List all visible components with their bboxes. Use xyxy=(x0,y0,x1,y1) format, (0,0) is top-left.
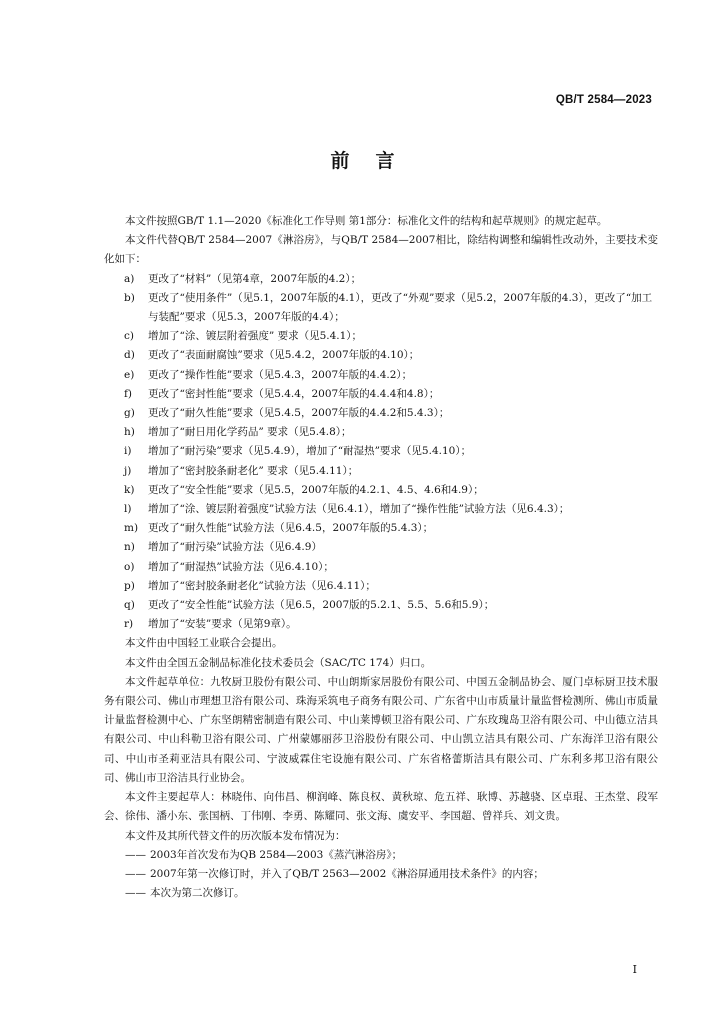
paragraph-replacement: 本文件代替QB/T 2584—2007《淋浴房》，与QB/T 2584—2007相比，除结构调整和编辑性改动外，主要技术变化如下： xyxy=(104,234,658,266)
list-item xyxy=(104,289,658,327)
list-item-text: 2007年第一次修订时，并入了QB/T 2563—2002《淋浴屏通用技术条件》的内容； xyxy=(150,867,544,880)
document-body xyxy=(104,212,658,903)
list-marker: h) xyxy=(124,426,135,439)
list-item xyxy=(104,538,658,557)
list-item xyxy=(104,404,658,423)
list-marker: l) xyxy=(124,503,132,516)
list-item-text: 增加了“安装”要求（见第9章）。 xyxy=(148,618,297,631)
list-item-text: 增加了“涂、镀层附着强度”试验方法（见6.4.1），增加了“操作性能”试验方法（见6.4.3）； xyxy=(148,503,570,516)
list-item-text: 2003年首次发布为QB 2584—2003《蒸汽淋浴房》； xyxy=(150,848,403,861)
paragraph-committee: 本文件由全国五金制品标准化技术委员会（SAC/TC 174）归口。 xyxy=(125,656,432,669)
list-item-text: 更改了“耐久性能”试验方法（见6.4.5，2007年版的5.4.3）； xyxy=(148,522,434,535)
paragraph-proposer: 本文件由中国轻工业联合会提出。 xyxy=(125,637,283,650)
list-marker: g) xyxy=(124,407,135,420)
list-item xyxy=(104,846,658,865)
list-marker: p) xyxy=(124,579,135,592)
list-item-text: 增加了“耐湿热”试验方法（见6.4.10）； xyxy=(148,560,334,573)
list-item-text: 更改了“耐久性能”要求（见5.4.5，2007年版的4.4.2和5.4.3）； xyxy=(148,407,450,420)
list-marker: a) xyxy=(124,272,135,285)
list-item-text: 更改了“安全性能”要求（见5.5，2007年版的4.2.1、4.5、4.6和4.9）； xyxy=(148,483,484,496)
list-item xyxy=(104,423,658,442)
list-item xyxy=(104,519,658,538)
list-item-text: 增加了“耐日用化学药品” 要求（见5.4.8）； xyxy=(148,426,352,439)
list-marker: m) xyxy=(124,522,139,535)
list-marker: o) xyxy=(124,560,135,573)
list-item-text: 增加了“密封胶条耐老化” 要求（见5.4.11）； xyxy=(148,464,359,477)
list-item-text: 更改了“表面耐腐蚀”要求（见5.4.2，2007年版的4.10）； xyxy=(148,349,420,362)
list-item-text: 增加了“耐污染”要求（见5.4.9），增加了“耐湿热”要求（见5.4.10）； xyxy=(148,445,472,458)
list-item xyxy=(104,615,658,634)
list-item-text: 更改了“操作性能”要求（见5.4.3，2007年版的4.4.2）； xyxy=(148,368,413,381)
history-list xyxy=(104,846,658,904)
list-item-text: 增加了“密封胶条耐老化”试验方法（见6.4.11）； xyxy=(148,579,376,592)
list-item-text: 增加了“涂、镀层附着强度” 要求（见5.4.1）； xyxy=(148,330,363,343)
list-item xyxy=(104,596,658,615)
list-item xyxy=(104,442,658,461)
list-item xyxy=(104,884,658,903)
list-marker: e) xyxy=(124,368,135,381)
list-item-text: 增加了“耐污染”试验方法（见6.4.9） xyxy=(148,541,322,554)
dash-marker: —— xyxy=(125,848,146,861)
list-item xyxy=(104,327,658,346)
list-item xyxy=(104,865,658,884)
paragraph-drafting-units: 本文件起草单位：九牧厨卫股份有限公司、中山朗斯家居股份有限公司、中国五金制品协会、厦门卓标厨卫技术服务有限公司、佛山市理想卫浴有限公司、珠海采筑电子商务有限公司、广东省中山市质量计量监督检测所、佛山市质量计量监督检测中心、广东坚朗精密制造有限公司、中山莱博顿卫浴有限公司、广东玫瑰岛卫浴有限公司、中山德立洁具有限公司、中山科勒卫浴有限公司、广州蒙娜丽莎卫浴股份有限公司、中山凯立洁具有限公司、广东海洋卫浴有限公司、中山市圣莉亚洁具有限公司、宁波威霖住宅设施有限公司、广东省格蕾斯洁具有限公司、广东利多邦卫浴有限公司、佛山市卫浴洁具行业协会。 xyxy=(104,675,658,784)
dash-marker: —— xyxy=(125,867,146,880)
standard-code: QB/T 2584—2023 xyxy=(555,94,652,106)
paragraph-drafting-rules: 本文件按照GB/T 1.1—2020《标准化工作导则 第1部分：标准化文件的结构和起草规则》的规定起草。 xyxy=(125,215,608,227)
list-marker: j) xyxy=(124,464,132,477)
page-number: I xyxy=(632,963,637,976)
list-marker: q) xyxy=(124,599,135,612)
list-marker: c) xyxy=(124,330,134,343)
list-item-text: 更改了“材料”（见第4章，2007年版的4.2）； xyxy=(148,272,362,285)
list-item xyxy=(104,481,658,500)
list-item-text: 更改了“使用条件”（见5.1，2007年版的4.1），更改了“外观”要求（见5.2，2007年版的4.3），更改了“加工与装配”要求（见5.3，2007年版的4.4）； xyxy=(148,291,653,324)
list-marker: d) xyxy=(124,349,135,362)
list-item xyxy=(104,366,658,385)
changes-list xyxy=(104,270,658,635)
list-item xyxy=(104,270,658,289)
list-item xyxy=(104,500,658,519)
list-item-text: 更改了“安全性能”试验方法（见6.5，2007版的5.2.1、5.5、5.6和5.9）； xyxy=(148,599,495,612)
list-item xyxy=(104,346,658,365)
list-item-text: 本次为第二次修订。 xyxy=(150,887,245,900)
page-title: 前言 xyxy=(330,150,421,172)
list-marker: k) xyxy=(124,483,135,496)
paragraph-history-intro: 本文件及其所代替文件的历次版本发布情况为： xyxy=(125,829,346,842)
list-item xyxy=(104,558,658,577)
dash-marker: —— xyxy=(125,887,146,900)
list-item xyxy=(104,577,658,596)
list-marker: i) xyxy=(124,445,132,458)
paragraph-drafters: 本文件主要起草人：林晓伟、向伟昌、柳润峰、陈良权、黄秋琼、危五祥、耿博、苏越骁、区卓琨、王杰堂、段军会、徐伟、潘小东、张国柄、丁伟刚、李勇、陈耀同、张文海、虞安平、李国超、曾祥兵、刘文贵。 xyxy=(104,791,658,823)
list-marker: f) xyxy=(124,387,132,400)
list-marker: n) xyxy=(124,541,135,554)
list-item-text: 更改了“密封性能”要求（见5.4.4，2007年版的4.4.4和4.8）； xyxy=(148,387,440,400)
list-item xyxy=(104,462,658,481)
list-marker: b) xyxy=(124,291,135,304)
list-item xyxy=(104,385,658,404)
list-marker: r) xyxy=(124,618,134,631)
